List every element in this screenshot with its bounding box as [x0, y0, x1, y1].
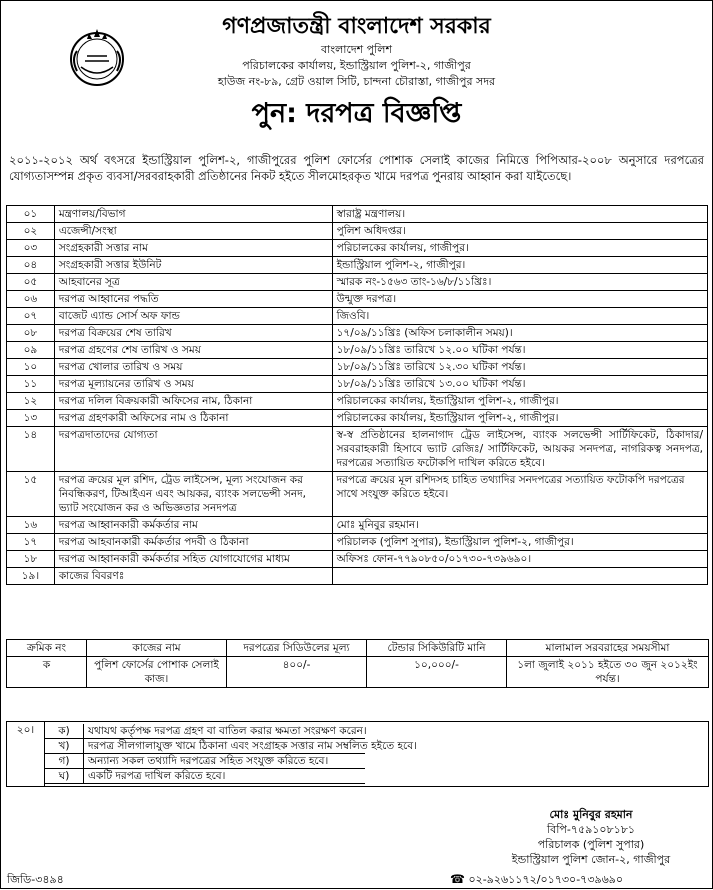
signatory-office: ইন্ডাস্ট্রিয়াল পুলিশ জোন-২, গাজীপুর [511, 853, 671, 866]
header-line-2: পরিচালকের কার্যালয়, ইন্ডাস্ট্রিয়াল পুলিশ-২, গাজীপুর [242, 59, 471, 72]
row-value: পরিচালক (পুলিশ সুপার), ইন্ডাস্ট্রিয়াল পুলিশ-২, গাজীপুর। [332, 534, 707, 551]
row-number: ১৯। [7, 568, 55, 585]
table-row [7, 376, 708, 393]
row-label: দরপত্র গ্রহণকারী অফিসের নাম ও ঠিকানা [54, 410, 332, 427]
row-value [332, 568, 707, 585]
table-row [7, 393, 708, 410]
signatory-bp: বিপি-৭৫৯১০৮১৮১ [546, 823, 636, 836]
row-value: পরিচালকের কার্যালয়, গাজীপুর। [332, 240, 707, 257]
column-header: দরপত্রের সিডিউলের মূল্য [227, 640, 367, 657]
column-header: কাজের নাম [87, 640, 227, 657]
row-value: পরিচালকের কার্যালয়, ইন্ডাস্ট্রিয়াল পুলিশ-২, গাজীপুর। [332, 393, 707, 410]
row-label: দরপত্র আহ্বানের পদ্ধতি [54, 291, 332, 308]
intro-paragraph: ২০১১-২০১২ অর্থ বৎসরে ইন্ডাস্ট্রিয়াল পুলিশ-২, গাজীপুরের পুলিশ ফোর্সের পোশাক সেলাই কাজের নিমিত্তে পিপিআর-২০০৮ অনুসারে দরপত্রের যোগ্যতাসম্পন্ন প্রকৃত ব্যবসা/সরবরাহকারী প্রতিষ্ঠানের নিকট হইতে সীলমোহরকৃত খামে দরপত্র পুনরায় আহ্বান করা যাইতেছে। [9, 153, 704, 183]
table-row [7, 257, 708, 274]
row-label: দরপত্র আহবানকারী কর্মকর্তার পদবী ও ঠিকানা [54, 534, 332, 551]
condition-text: দরপত্র সীলগালাযুক্ত খামে ঠিকানা এবং সংগ্রাহক সত্তার নাম সম্বলিত হইতে হবে। [84, 739, 366, 754]
list-item [45, 724, 365, 739]
table-cell: পুলিশ ফোর্সের পোশাক সেলাই কাজ। [87, 657, 227, 688]
row-number: ০৮ [7, 325, 55, 342]
row-value: ১৮/০৯/১১খ্রিঃ তারিখে ১২.০০ ঘটিকা পর্যন্ত। [332, 342, 707, 359]
header [1, 1, 712, 129]
row-value: ১৮/০৯/১১খ্রিঃ তারিখে ১৩.০০ ঘটিকা পর্যন্ত। [332, 376, 707, 393]
condition-label: ক) [45, 724, 84, 739]
column-header: ক্রমিক নং [7, 640, 87, 657]
condition-label: ঘ) [45, 769, 84, 784]
row-label: দরপত্র আহ্বানকারী কর্মকর্তার সহিত যোগাযোগের মাধ্যম [54, 551, 332, 568]
row-number: ১৭ [7, 534, 55, 551]
row-number: ০৪ [7, 257, 55, 274]
table-row [7, 223, 708, 240]
row-value: স্বারাষ্ট্র মন্ত্রণালয়। [332, 206, 707, 223]
row-value: পুলিশ অধিদপ্তর। [332, 223, 707, 240]
row-number: ০৬ [7, 291, 55, 308]
column-header: টেন্ডার সিকিউরিটি মানি [367, 640, 507, 657]
row-number: ০৯ [7, 342, 55, 359]
row-number: ১২ [7, 393, 55, 410]
table-row [7, 534, 708, 551]
table-row [7, 410, 708, 427]
table-row [7, 472, 708, 517]
column-header: মালামাল সরবরাহের সময়সীমা [507, 640, 709, 657]
row-value: জিওবি। [332, 308, 707, 325]
row-number: ১০ [7, 359, 55, 376]
row-label: সংগ্রহকারী সত্তার নাম [54, 240, 332, 257]
row-label: এজেন্সী/সংস্থা [54, 223, 332, 240]
row-value: পরিচালকের কার্যালয়, ইন্ডাস্ট্রিয়াল পুলিশ-২, গাজীপুর। [332, 410, 707, 427]
row-label: দরপত্র আহ্বানকারী কর্মকর্তার নাম [54, 517, 332, 534]
row-label: দরপত্রদাতাদের যোগ্যতা [54, 427, 332, 472]
row-value: দরপত্রে ক্রয়ের মূল রশিদসহ চাহিত তথ্যাদির সনদপত্রের সত্যায়িত ফটোকপি দরপত্রের সাথে সংযুক্ত করিতে হইবে। [332, 472, 707, 517]
table-cell: ৪০০/- [227, 657, 367, 688]
row-value: স্ব-স্ব প্রতিষ্ঠানের হালনাগাদ ট্রেড লাইসেন্স, ব্যাংক সলভেন্সী সার্টিফিকেট, ঠিকাদার/সরবরাহকারী হিসাবে ভ্যাট রেজিঃ/ সার্টিফিকেট, আয়কর সনদপত্র, নাগরিকত্ব সনদপত্র, দরপত্রের সত্যায়িত ফটোকপি দাখিল করিতে হইবে। [332, 427, 707, 472]
condition-label: খ) [45, 739, 84, 754]
header-line-3: হাউজ নং-৮৯, গ্রেট ওয়াল সিটি, চান্দনা চৌরাস্তা, গাজীপুর সদর [217, 75, 496, 88]
work-items-table [6, 639, 709, 688]
condition-text: অন্যান্য সকল তথ্যাদি দরপত্রের সহিত সংযুক্ত করিতে হবে। [84, 754, 366, 769]
table-row [7, 568, 708, 585]
conditions-table [6, 721, 709, 787]
condition-text: যথাযথ কর্তৃপক্ষ দরপত্র গ্রহণ বা বাতিল করার ক্ষমতা সংরক্ষণ করেন। [84, 724, 366, 739]
condition-label: গ) [45, 754, 84, 769]
list-item [45, 769, 365, 784]
row-value: ১৭/০৯/১১খ্রিঃ (অফিস চলাকালীন সময়)। [332, 325, 707, 342]
table-cell: ১লা জুলাই ২০১১ হইতে ৩০ জুন ২০১২ইং পর্যন্ত। [507, 657, 709, 688]
row-value: উন্মুক্ত দরপত্র। [332, 291, 707, 308]
conditions-list [45, 724, 417, 784]
row-label: দরপত্র গ্রহণের শেষ তারিখ ও সময় [54, 342, 332, 359]
row-number: ১৩ [7, 410, 55, 427]
row-number: ০২ [7, 223, 55, 240]
footer-phone [450, 871, 623, 890]
table-row [7, 342, 708, 359]
table-row [7, 291, 708, 308]
table-row [7, 308, 708, 325]
row-label: দরপত্র খোলার তারিখ ও সময় [54, 359, 332, 376]
row-value: অফিসঃ ফোন-৭৭৯০৮৫০/০১৭৩০-৭৩৯৬৯০। [332, 551, 707, 568]
row-label: সংগ্রহকারী সত্তার ইউনিট [54, 257, 332, 274]
row-label: দরপত্র মূল্যায়নের তারিখ ও সময় [54, 376, 332, 393]
condition-text: একটি দরপত্র দাখিল করিতে হবে। [84, 769, 366, 784]
table-row [7, 240, 708, 257]
gd-code: জিডি-৩৪৯৪ [7, 873, 64, 886]
row-number: ০৭ [7, 308, 55, 325]
list-item [45, 754, 365, 769]
row-value: স্মারক নং-১৫৬৩ তাং-১৬/৮/১১খ্রিঃ। [332, 274, 707, 291]
row-label: দরপত্র ক্রয়ের মূল রশিদ, ট্রেড লাইসেন্স, মূল্য সংযোজন কর নিবন্ধিকরণ, টিআইএন এবং আয়কর, ব্যাংক সলভেন্সী সনদ, ভ্যাট সংযোজন কর ও অভিজ্ঞতার সনদপত্র [54, 472, 332, 517]
row-number: ১১ [7, 376, 55, 393]
row-number: ০১ [7, 206, 55, 223]
row-number: ০৩ [7, 240, 55, 257]
row-label: বাজেট এ্যান্ড সোর্স অফ ফান্ড [54, 308, 332, 325]
list-item [45, 739, 365, 754]
row-label: দরপত্র দলিল বিক্রয়কারী অফিসের নাম, ঠিকানা [54, 393, 332, 410]
row-number: ১৫ [7, 472, 55, 517]
table-row [7, 427, 708, 472]
table-row [7, 206, 708, 223]
table-row [7, 517, 708, 534]
row-label: কাজের বিবরণঃ [54, 568, 332, 585]
header-line-1: বাংলাদেশ পুলিশ [321, 43, 392, 56]
row-label: মন্ত্রণালয়/বিভাগ [54, 206, 332, 223]
table-row [7, 359, 708, 376]
table-row [7, 274, 708, 291]
section-number: ২০। [7, 722, 45, 787]
signatory-designation: পরিচালক (পুলিশ সুপার) [537, 838, 645, 851]
phone-number: ০২-৯২৬১১৭২/০১৭৩০-৭৩৯৬৯০ [468, 873, 624, 886]
row-number: ১৬ [7, 517, 55, 534]
table-cell: ক [7, 657, 87, 688]
government-title: গণপ্রজাতন্ত্রী বাংলাদেশ সরকার [222, 14, 491, 39]
row-number: ১৮ [7, 551, 55, 568]
table-row [7, 325, 708, 342]
table-row [7, 551, 708, 568]
row-value: ১৮/০৯/১১খ্রিঃ তারিখে ১২.৩০ ঘটিকা পর্যন্ত। [332, 359, 707, 376]
signature-block [471, 807, 711, 867]
row-value: মোঃ মুনিবুর রহমান। [332, 517, 707, 534]
tender-details-table [6, 205, 708, 585]
signatory-name: মোঃ মুনিবুর রহমান [549, 808, 633, 821]
row-number: ১৪ [7, 427, 55, 472]
table-row [7, 657, 709, 688]
table-cell: ১০,০০০/- [367, 657, 507, 688]
row-label: আহবানের সূত্র [54, 274, 332, 291]
row-number: ০৫ [7, 274, 55, 291]
row-label: দরপত্র বিক্রয়ের শেষ তারিখ [54, 325, 332, 342]
row-value: ইন্ডাস্ট্রিয়াল পুলিশ-২, গাজীপুর। [332, 257, 707, 274]
phone-icon: ☎ [450, 872, 465, 886]
notice-title: পুন: দরপত্র বিজ্ঞপ্তি [251, 98, 462, 129]
